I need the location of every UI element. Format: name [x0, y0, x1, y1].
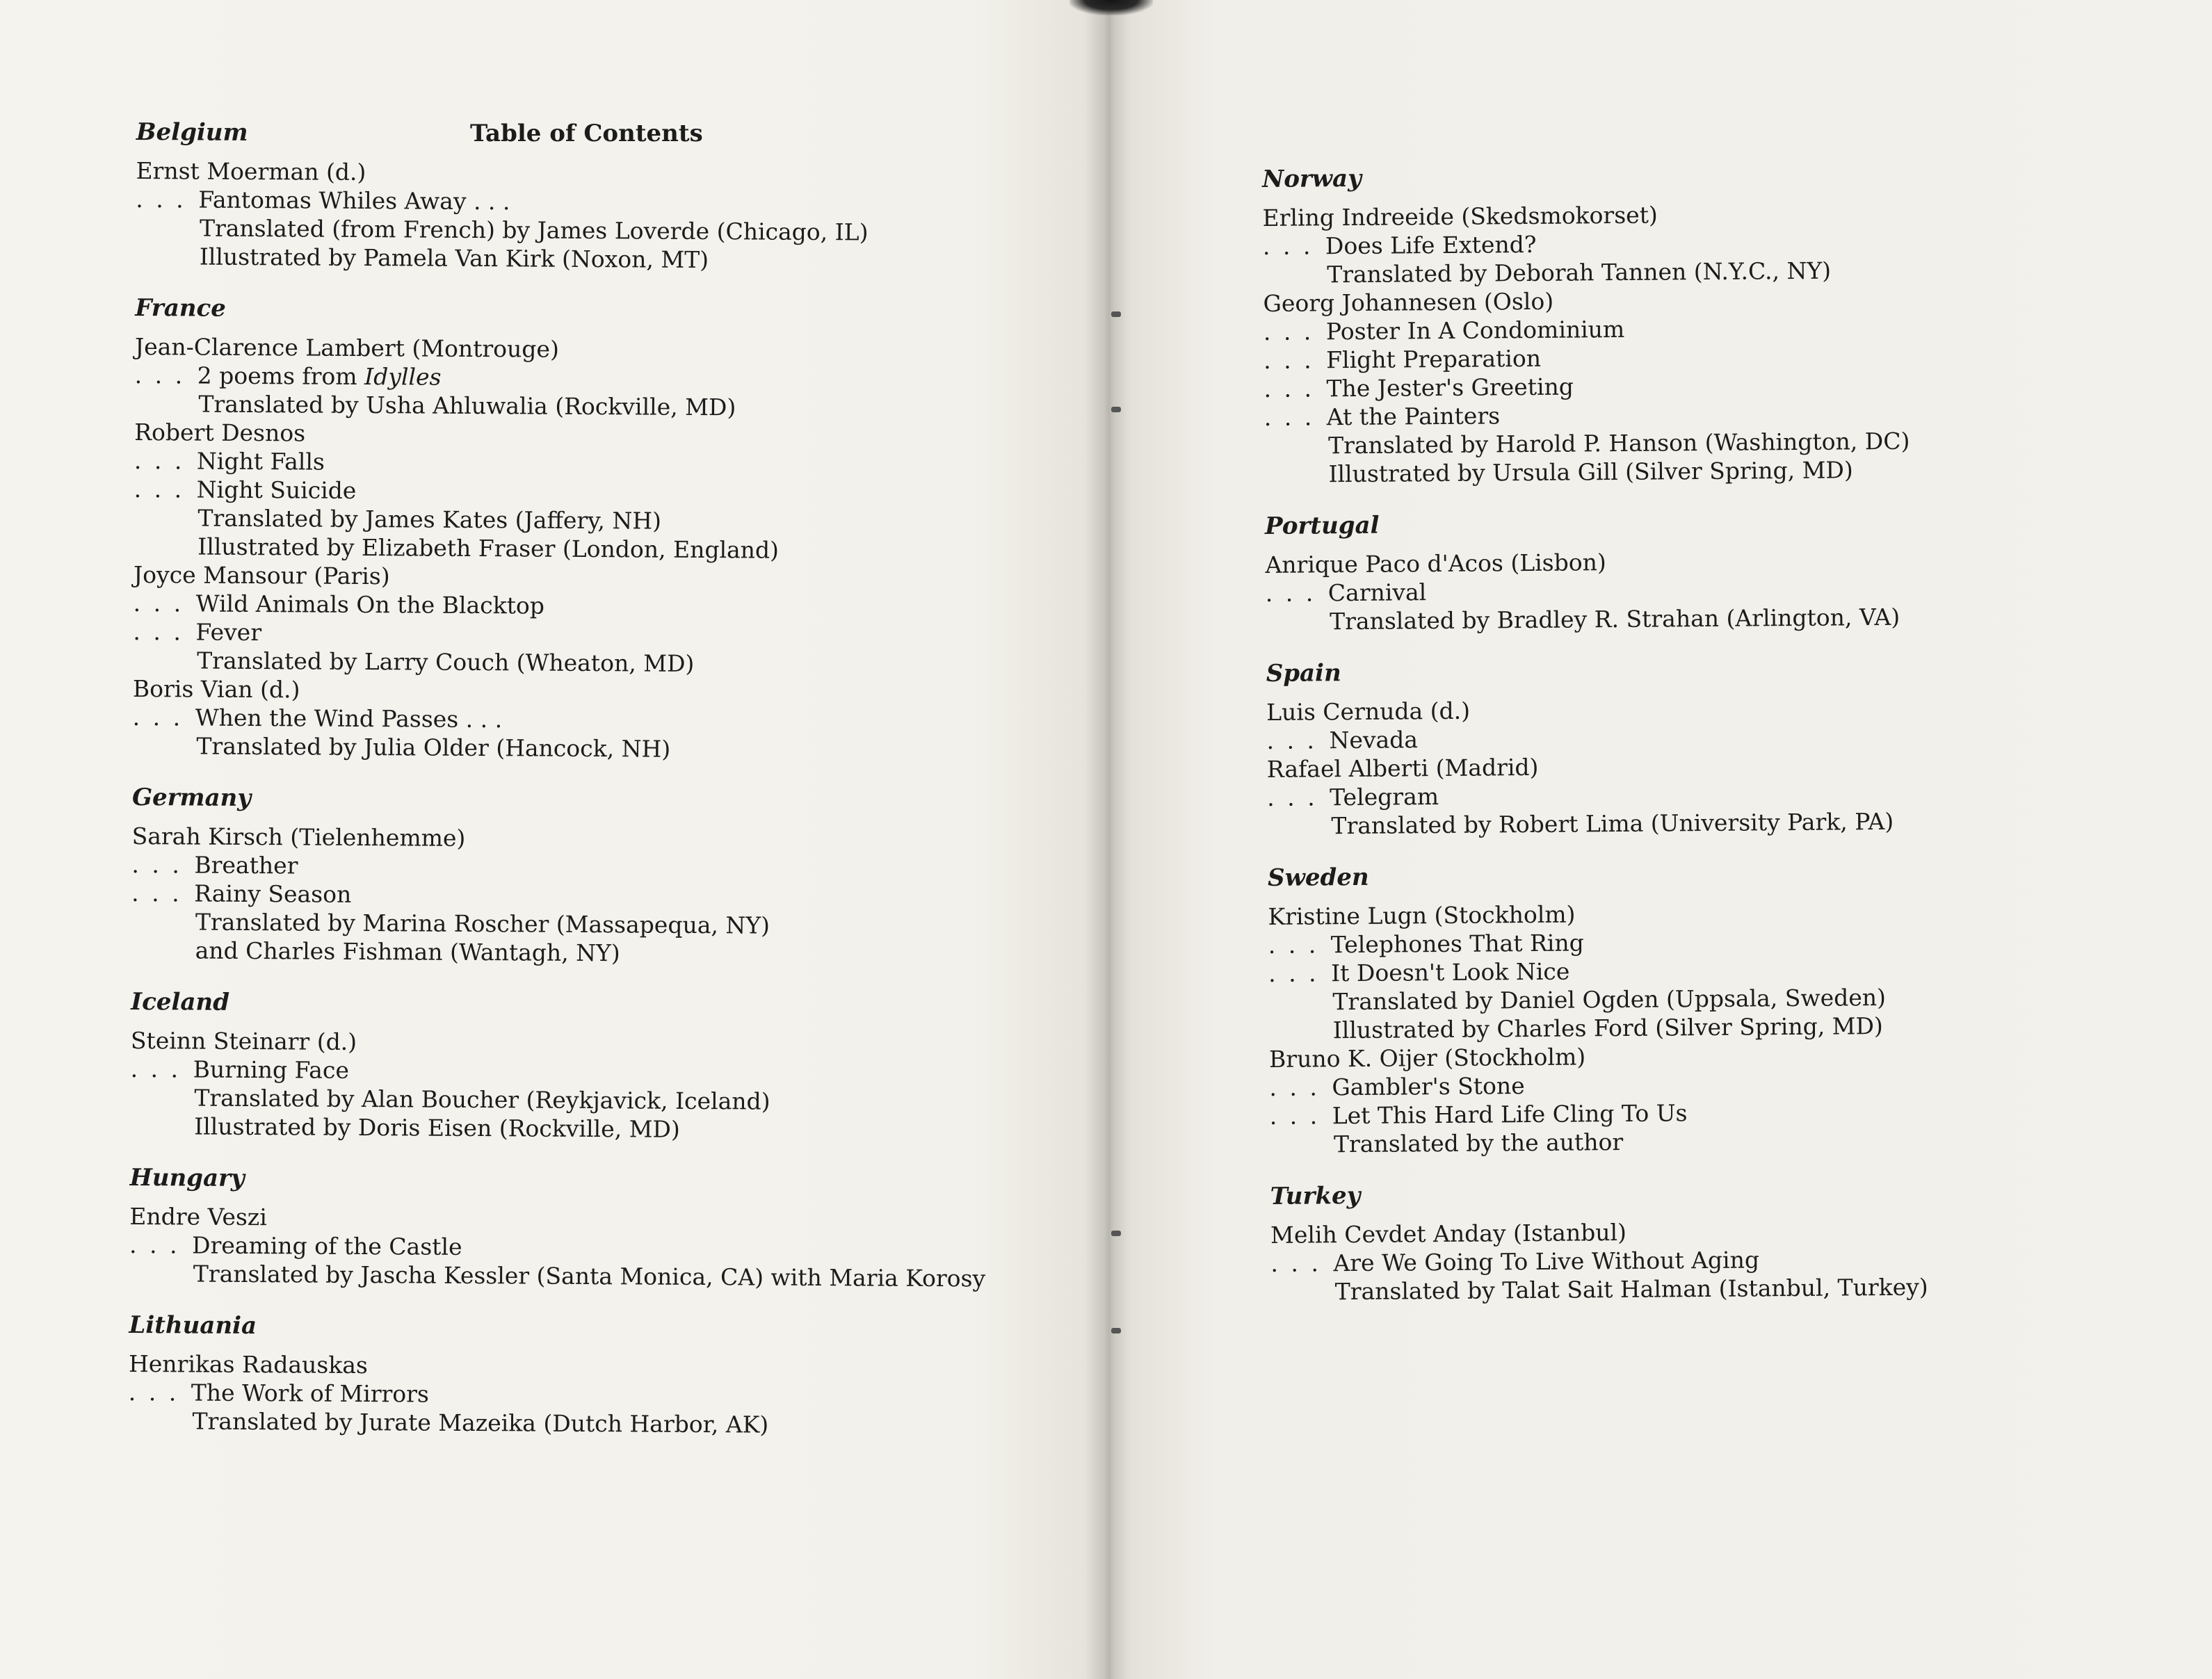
work-title-text: Flight Preparation: [1326, 344, 1542, 374]
author-line: Anrique Paco d'Acos (Lisbon): [1265, 549, 1606, 578]
author-line: Rafael Alberti (Madrid): [1266, 753, 1539, 783]
credit-line: Illustrated by Elizabeth Fraser (London, England): [197, 533, 780, 564]
staple-mark: [1111, 1328, 1121, 1333]
credit-line: Translated by James Kates (Jaffery, NH): [197, 504, 662, 535]
ellipsis-lead: . . .: [1268, 931, 1319, 959]
ellipsis-lead: . . .: [128, 1378, 179, 1406]
ellipsis-lead: . . .: [134, 446, 185, 475]
work-title-text: Burning Face: [193, 1055, 350, 1084]
toc-column-left: [128, 118, 1040, 1464]
ellipsis-lead: . . .: [132, 703, 184, 731]
author-line: Georg Johannesen (Oslo): [1263, 287, 1554, 317]
author-line: Robert Desnos: [134, 418, 306, 447]
ellipsis-lead: . . .: [1264, 346, 1314, 374]
country-heading: Spain: [1266, 659, 1341, 688]
country-heading: Germany: [131, 783, 252, 813]
ellipsis-lead: . . .: [1266, 784, 1318, 811]
work-title-text: 2 poems from: [197, 362, 365, 391]
ellipsis-lead: . . .: [136, 185, 186, 213]
ellipsis-lead: . . .: [134, 475, 185, 503]
country-heading: Portugal: [1264, 511, 1380, 540]
work-title-text: Are We Going To Live Without Aging: [1333, 1246, 1760, 1277]
author-line: Luis Cernuda (d.): [1266, 697, 1471, 726]
work-title-text: Wild Animals On the Blacktop: [195, 590, 545, 619]
toc-section: [1266, 653, 2172, 841]
work-title-text: Carnival: [1327, 578, 1427, 607]
work-title-text: Telephones That Ring: [1330, 929, 1584, 959]
toc-section: [129, 1164, 1034, 1293]
country-heading: France: [135, 293, 226, 323]
country-heading: Turkey: [1270, 1181, 1361, 1210]
author-line: Henrikas Radauskas: [128, 1349, 369, 1379]
spine-shadow: [1069, 0, 1153, 15]
work-title-text: Let This Hard Life Cling To Us: [1332, 1099, 1688, 1130]
author-line: Sarah Kirsch (Tielenhemme): [131, 822, 466, 852]
toc-section: [1265, 505, 2170, 636]
page-title: Table of Contents: [470, 120, 703, 147]
author-line: Melih Cevdet Anday (Istanbul): [1270, 1218, 1627, 1249]
ellipsis-lead: . . .: [1262, 232, 1314, 260]
author-line: Joyce Mansour (Paris): [133, 560, 390, 590]
gutter-shadow: [1085, 0, 1133, 1679]
author-line: Kristine Lugn (Stockholm): [1268, 900, 1576, 930]
country-heading: Belgium: [136, 118, 248, 147]
toc-column-right: [1262, 159, 2175, 1330]
work-title-text: Rainy Season: [194, 879, 352, 908]
ellipsis-lead: . . .: [1264, 375, 1315, 403]
ellipsis-lead: . . .: [1268, 959, 1319, 987]
work-title-text: Night Falls: [196, 447, 325, 476]
work-title-text: Telegram: [1329, 783, 1439, 811]
work-title-text: Breather: [194, 851, 298, 879]
credit-line: Translated by Deborah Tannen (N.Y.C., NY): [1327, 257, 1832, 289]
credit-line: Illustrated by Doris Eisen (Rockville, MD): [194, 1112, 680, 1143]
country-heading: Norway: [1262, 164, 1362, 193]
ellipsis-lead: . . .: [133, 617, 184, 646]
author-line: Bruno K. Oijer (Stockholm): [1268, 1043, 1586, 1073]
author-line: Ernst Moerman (d.): [136, 156, 366, 186]
work-title-text: Does Life Extend?: [1325, 230, 1537, 260]
credit-line: Translated by Jurate Mazeika (Dutch Harbor, AK): [192, 1407, 769, 1438]
credit-line: Translated by the author: [1333, 1128, 1624, 1158]
credit-line: Translated by Julia Older (Hancock, NH): [196, 732, 671, 763]
country-heading: Iceland: [131, 987, 230, 1016]
credit-line: Illustrated by Pamela Van Kirk (Noxon, MT): [199, 243, 709, 274]
credit-line: Illustrated by Charles Ford (Silver Spring, MD): [1332, 1012, 1883, 1044]
ellipsis-lead: . . .: [133, 589, 184, 617]
toc-section: [128, 1311, 1033, 1441]
toc-section: [131, 784, 1037, 970]
credit-line: Translated by Alan Boucher (Reykjavick, Iceland): [194, 1084, 770, 1115]
toc-section: [132, 294, 1039, 765]
credit-line: Translated by Harold P. Hanson (Washington, DC): [1328, 427, 1910, 460]
staple-mark: [1111, 407, 1121, 412]
work-title-text: Poster In A Condominium: [1325, 315, 1625, 346]
work-title-text: It Doesn't Look Nice: [1330, 957, 1570, 987]
ellipsis-lead: . . .: [131, 879, 182, 907]
credit-line: Translated by Marina Roscher (Massapequa, NY): [195, 908, 770, 939]
country-heading: Hungary: [129, 1163, 245, 1192]
credit-line: Translated by Jascha Kessler (Santa Monica, CA) with Maria Korosy: [193, 1260, 986, 1292]
ellipsis-lead: . . .: [1264, 403, 1315, 431]
work-title-text: When the Wind Passes . . .: [195, 704, 503, 733]
credit-line: Translated by Talat Sait Halman (Istanbul, Turkey): [1334, 1273, 1928, 1306]
toc-section: [1262, 159, 2169, 489]
author-line: Jean-Clarence Lambert (Montrouge): [134, 332, 560, 363]
credit-line: Translated by Bradley R. Strahan (Arlington, VA): [1330, 603, 1900, 635]
ellipsis-lead: . . .: [1269, 1073, 1321, 1101]
country-heading: Sweden: [1267, 863, 1369, 892]
author-line: Boris Vian (d.): [132, 674, 300, 704]
ellipsis-lead: . . .: [1269, 1102, 1321, 1130]
work-title-text: The Work of Mirrors: [191, 1379, 430, 1408]
staple-mark: [1111, 1231, 1121, 1236]
ellipsis-lead: . . .: [1270, 1249, 1322, 1277]
credit-line: Translated by Robert Lima (University Park, PA): [1331, 807, 1894, 840]
work-title-text: Night Suicide: [196, 476, 357, 504]
credit-line: Translated by Usha Ahluwalia (Rockville, MD): [198, 390, 736, 421]
toc-section: [136, 118, 1040, 276]
ellipsis-lead: . . .: [1263, 318, 1314, 346]
work-title-text: Fantomas Whiles Away . . .: [198, 186, 510, 216]
credit-line: Translated (from French) by James Loverde (Chicago, IL): [199, 214, 869, 246]
toc-section: [1270, 1176, 2174, 1306]
staple-mark: [1111, 311, 1121, 317]
work-title-text: At the Painters: [1326, 402, 1501, 431]
work-title-italic: Idylles: [364, 363, 442, 391]
ellipsis-lead: . . .: [1266, 727, 1318, 754]
credit-line: Illustrated by Ursula Gill (Silver Spring, MD): [1328, 456, 1853, 488]
country-heading: Lithuania: [129, 1311, 257, 1340]
ellipsis-lead: . . .: [131, 850, 183, 879]
work-title-text: The Jester's Greeting: [1326, 373, 1574, 403]
work-title: [134, 589, 1038, 623]
ellipsis-lead: . . .: [129, 1231, 180, 1259]
credit-line: and Charles Fishman (Wantagh, NY): [195, 936, 620, 967]
toc-section: [130, 988, 1035, 1146]
work-title-text: Nevada: [1329, 726, 1419, 754]
ellipsis-lead: . . .: [1265, 579, 1316, 607]
work-title-text: Dreaming of the Castle: [191, 1231, 462, 1260]
author-line: Erling Indreeide (Skedsmokorset): [1262, 201, 1658, 232]
work-title-text: Gambler's Stone: [1332, 1072, 1525, 1101]
ellipsis-lead: . . .: [134, 361, 186, 389]
author-line: Steinn Steinarr (d.): [130, 1026, 357, 1055]
ellipsis-lead: . . .: [130, 1055, 181, 1083]
credit-line: Translated by Larry Couch (Wheaton, MD): [197, 647, 695, 677]
toc-section: [1268, 857, 2174, 1159]
work-title-text: Fever: [195, 618, 262, 647]
credit-line: Translated by Daniel Ogden (Uppsala, Sweden): [1332, 983, 1887, 1016]
author-line: Endre Veszi: [129, 1202, 267, 1231]
